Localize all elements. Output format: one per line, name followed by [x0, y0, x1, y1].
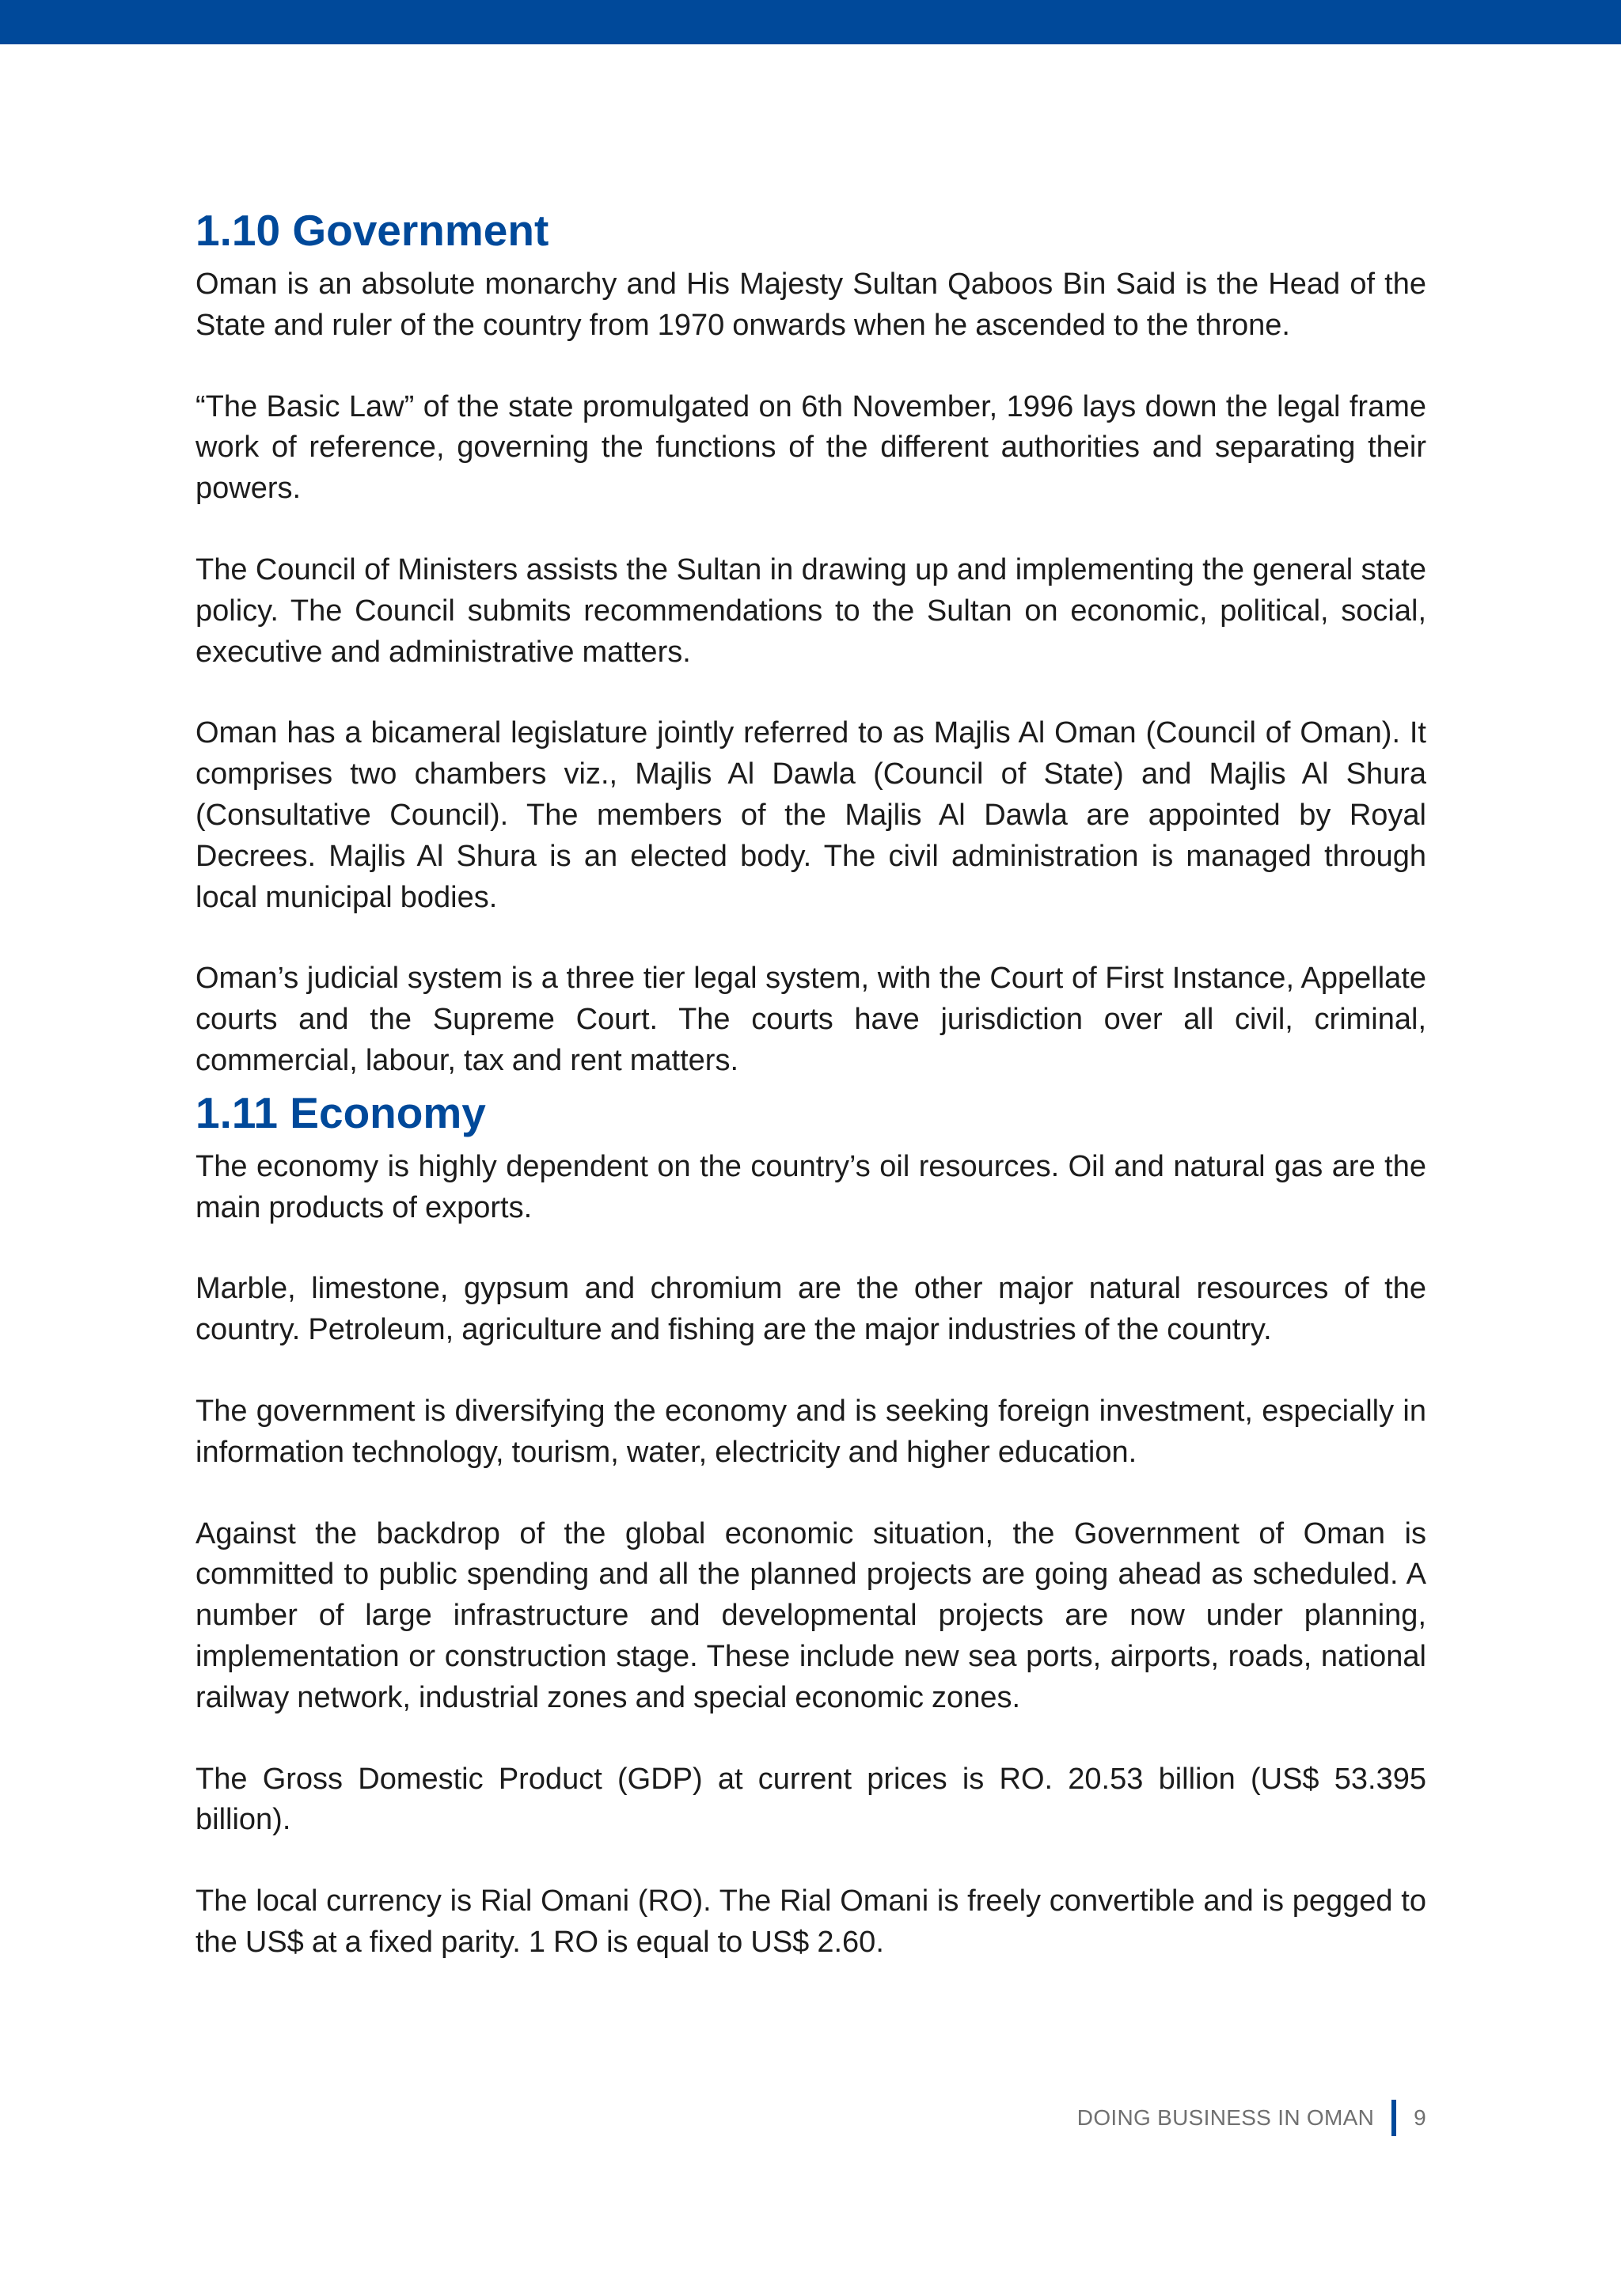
government-paragraph: Oman has a bicameral legislature jointly referred to as Majlis Al Oman (Council of Oman). It comprises two chambers viz., Majlis Al Dawla (Council of State) and Majlis Al Shura (Consultative Council). The members of the Majlis Al Dawla are appointed by Royal Decrees. Majlis Al Shura is an elected body. The civil administration is managed through local municipal bodies.: [196, 716, 1426, 914]
page-footer: [1077, 2099, 1426, 2137]
top-header-bar: [0, 0, 1621, 44]
economy-paragraph: The local currency is Rial Omani (RO). The Rial Omani is freely convertible and is pegged to the US$ at a fixed parity. 1 RO is equal to US$ 2.60.: [196, 1884, 1426, 1959]
economy-paragraph: The government is diversifying the economy and is seeking foreign investment, especially in information technology, tourism, water, electricity and higher education.: [196, 1394, 1426, 1469]
government-paragraph: The Council of Ministers assists the Sultan in drawing up and implementing the general state policy. The Council submits recommendations to the Sultan on economic, political, social, executive and administrative matters.: [196, 552, 1426, 669]
economy-paragraph: Marble, limestone, gypsum and chromium are the other major natural resources of the country. Petroleum, agriculture and fishing are the major industries of the country.: [196, 1272, 1426, 1347]
economy-paragraph: The Gross Domestic Product (GDP) at current prices is RO. 20.53 billion (US$ 53.395 billion).: [196, 1762, 1426, 1837]
footer-page-number: 9: [1414, 2105, 1426, 2130]
heading-economy: 1.11 Economy: [196, 1087, 486, 1137]
government-paragraph: “The Basic Law” of the state promulgated on 6th November, 1996 lays down the legal frame work of reference, governing the functions of the different authorities and separating their powers.: [196, 389, 1426, 506]
economy-paragraph: Against the backdrop of the global economic situation, the Government of Oman is committed to public spending and all the planned projects are going ahead as scheduled. A number of large infrastructure and developmental projects are now under planning, implementation or construction stage. These include new sea ports, airports, roads, national railway network, industrial zones and special economic zones.: [196, 1516, 1426, 1714]
footer-divider: [1391, 2100, 1396, 2136]
economy-paragraph: The economy is highly dependent on the country’s oil resources. Oil and natural gas are the main products of exports.: [196, 1149, 1426, 1224]
page-content: [196, 199, 1426, 1964]
government-paragraph: Oman’s judicial system is a three tier legal system, with the Court of First Instance, Appellate courts and the Supreme Court. The courts have jurisdiction over all civil, criminal, commercial, labour, tax and rent matters.: [196, 962, 1426, 1077]
footer-document-title: DOING BUSINESS IN OMAN: [1076, 2105, 1375, 2130]
government-paragraph: Oman is an absolute monarchy and His Majesty Sultan Qaboos Bin Said is the Head of the State and ruler of the country from 1970 onwards when he ascended to the throne.: [196, 268, 1426, 342]
heading-government: 1.10 Government: [196, 206, 549, 255]
